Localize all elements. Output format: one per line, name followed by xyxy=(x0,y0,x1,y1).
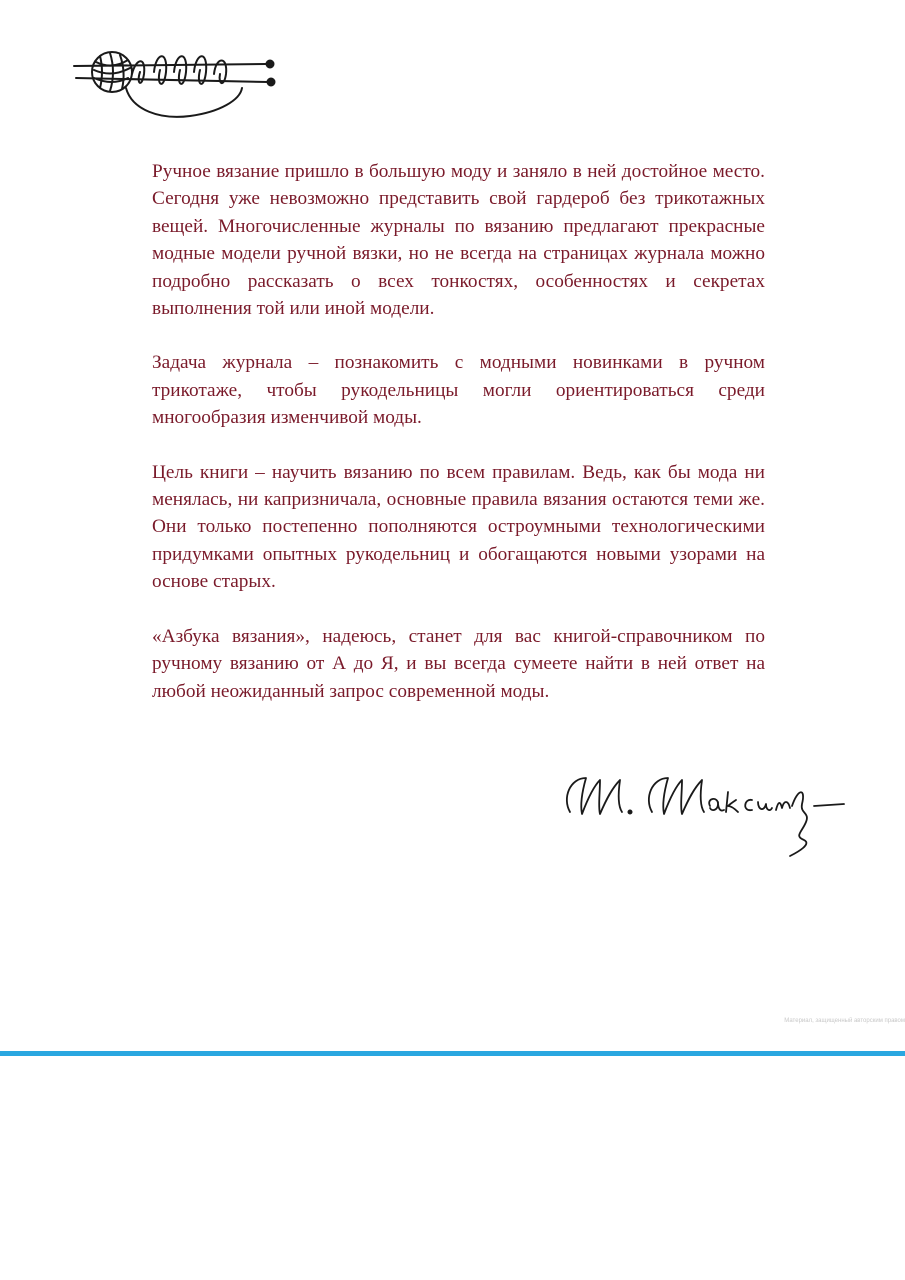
author-signature xyxy=(560,748,850,866)
copyright-watermark: Материал, защищенный авторским правом xyxy=(784,1018,905,1024)
introduction-text xyxy=(152,158,765,732)
paragraph-3: Цель книги – научить вязанию по всем правилам. Ведь, как бы мода ни менялась, ни капризничала, основные правила вязания остаются теми же. Они только постепенно пополняются остроумными технологическими придумками опытных рукодельниц и обогащаются новыми узорами на основе старых. xyxy=(152,461,765,593)
footer-divider xyxy=(0,1051,905,1056)
yarn-ball-knitting-needles-icon xyxy=(70,44,280,126)
paragraph-2: Задача журнала – познакомить с модными новинками в ручном трикотаже, чтобы рукодельницы могли ориентироваться среди многообразия изменчивой моды. xyxy=(152,352,765,429)
paragraph-4: «Азбука вязания», надеюсь, станет для вас книгой-справочником по ручному вязанию от А до Я, и вы всегда сумеете найти в ней ответ на любой неожиданный запрос современной моды. xyxy=(152,625,765,702)
paragraph-1: Ручное вязание пришло в большую моду и заняло в ней достойное место. Сегодня уже невозможно представить свой гардероб без трикотажных вещей. Многочисленные журналы по вязанию предлагают прекрасные модные модели ручной вязки, но не всегда на страницах журнала можно подробно рассказать о всех тонкостях, особенностях и секретах выполнения той или иной модели. xyxy=(152,161,765,320)
